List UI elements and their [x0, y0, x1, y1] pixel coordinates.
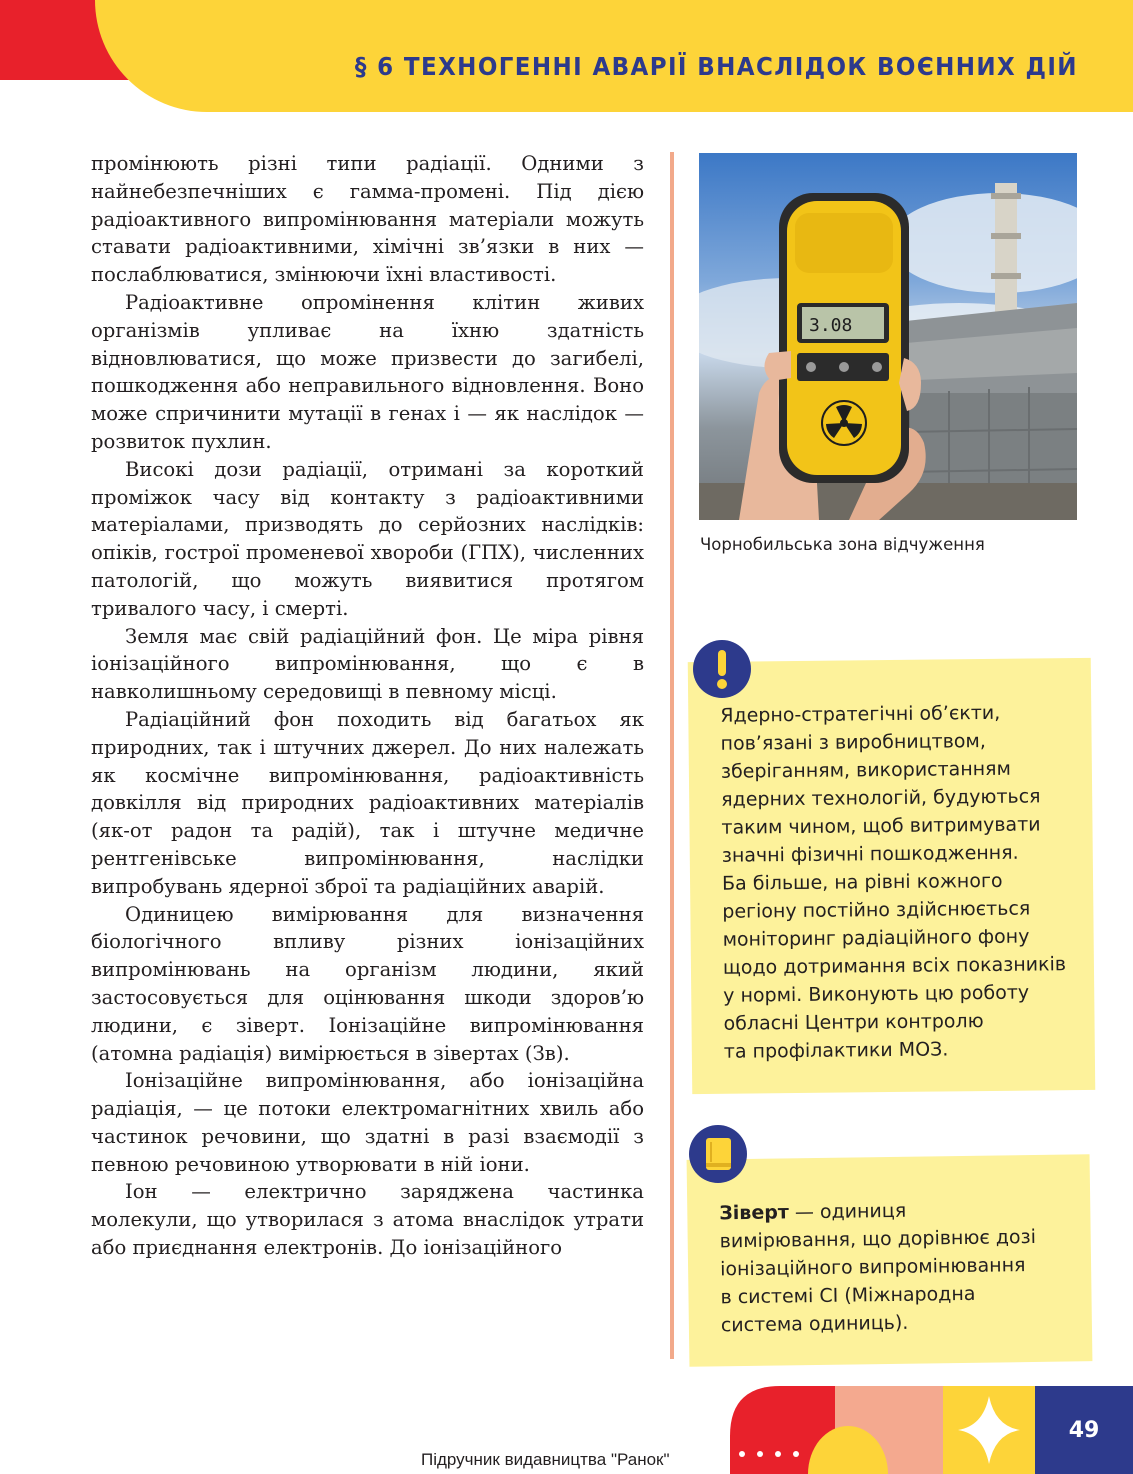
paragraph: Радіаційний фон походить від багатьох як природних, так і штучних джерел. До них належать як космічне випромінювання, радіоактивність довкілля від природних радіоактивних матеріалів (як-от радон та радій), так і штучне медичне рентгенівське випромінювання, наслідки випробувань ядерної зброї та радіаційних аварій. [91, 707, 644, 898]
definition-note-text [719, 1194, 1086, 1339]
paragraph: Одиницею вимірювання для визначення біологічного впливу різних іонізаційних випромінювань на організм людини, який застосовується для оцінювання шкоди здоров’ю людини, є зіверт. Іонізаційне випромінювання (атомна радіація) вимірюється в зівертах (Зв). [91, 902, 644, 1065]
paragraph: Земля має свій радіаційний фон. Це міра рівня іонізаційного випромінювання, що є в навколишньому середовищі в певному місці. [91, 624, 644, 704]
dosimeter-illustration [699, 153, 1077, 520]
section-title: § 6 ТЕХНОГЕННІ АВАРІЇ ВНАСЛІДОК ВОЄННИХ ДІЙ [354, 52, 1078, 81]
paragraph: Іонізаційне випромінювання, або іонізаційна радіація, — це потоки електромагнітних хвиль або частинок речовини, що здатні в разі взаємодії з певною речовиною утворювати в ній іони. [91, 1069, 644, 1176]
info-note-text: Ядерно-стратегічні об’єкти, пов’язані з виробництвом, зберіганням, використанням ядерних технологій, будуються таким чином, щоб витримувати значні фізичні пошкодження. Ба більше, на рівні кожного регіону постійно здійснюється моніторинг радіаційного фону щодо дотримання всіх показників у нормі. Виконують цю роботу обласні Центри контролю та профілактики МОЗ. [720, 701, 1067, 1063]
exclamation-icon [693, 640, 751, 698]
paragraph: Радіоактивне опромінення клітин живих організмів упливає на їхню здатність відновлюватися, що може призвести до загибелі, пошкодження або неправильного відновлення. Воно може спричинити мутації в генах і — як наслідок — розвиток пухлин. [91, 290, 644, 453]
page-number: 49 [1035, 1386, 1133, 1474]
paragraph: Високі дози радіації, отримані за короткий проміжок часу від контакту з радіоактивними матеріалами, призводять до серйозних наслідків: опіків, гострої променевої хвороби (ГПХ), численних патологій, що можуть виявитися протягом тривалого часу, і смерті. [91, 457, 644, 620]
paragraph: промінюють різні типи радіації. Одними з найнебезпечніших є гамма-промені. Під дією радіоактивного випромінювання матеріали можуть ставати радіоактивними, хімічні зв’язки в них — послаблюватися, змінюючи їхні властивості. [91, 152, 644, 287]
definition-term: Зіверт [719, 1201, 790, 1225]
book-icon [689, 1125, 747, 1183]
photo-caption: Чорнобильська зона відчуження [700, 535, 985, 554]
publisher-credit: Підручник видавництва "Ранок" [421, 1450, 670, 1469]
chernobyl-photo [699, 153, 1077, 520]
column-divider [670, 152, 674, 1359]
main-text-column [91, 150, 644, 1262]
footer-decoration [730, 1386, 1035, 1474]
definition-note [687, 1154, 1093, 1367]
definition-body: — одиниця вимірювання, що дорівнює дозі іонізаційного випромінювання в системі СІ (Міжнародна система одиниць). [719, 1199, 1037, 1337]
paragraph: Іон — електрично заряджена частинка молекули, що утворилася з атома внаслідок утрати або приєднання електронів. До іонізаційного [91, 1180, 644, 1260]
info-note [688, 658, 1096, 1094]
dosimeter-display: 3.08 [809, 315, 853, 336]
